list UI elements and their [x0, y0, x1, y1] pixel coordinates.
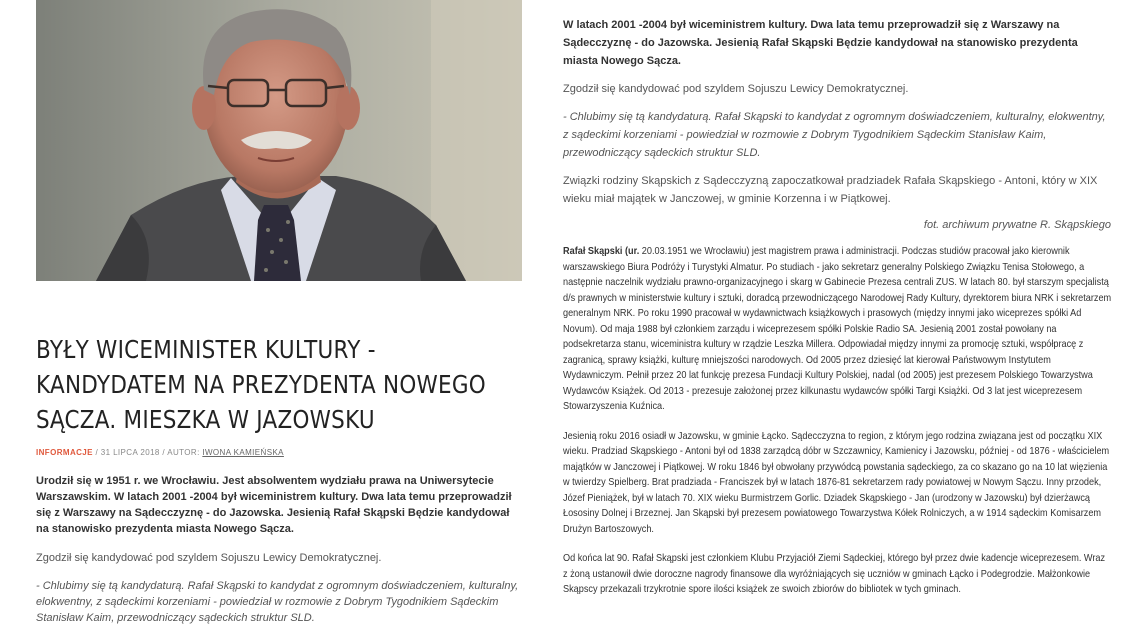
right-paragraph-1: Zgodził się kandydować pod szyldem Sojuszu Lewicy Demokratycznej. [563, 83, 909, 95]
bio-paragraph [563, 244, 1111, 415]
meta-separator: / [162, 448, 168, 457]
right-paragraph-family: Związki rodziny Skąpskich z Sądecczyzną zapoczatkował pradziadek Rafała Skąpskiego - Antoni, który w XIX wieku miał majątek w Janczowej, w gminie Korzenna i w Piątkowej. [563, 175, 1098, 205]
article-title: BYŁY WICEMINISTER KULTURY - KANDYDATEM NA PREZYDENTA NOWEGO SĄCZA. MIESZKA W JAZOWSKU [36, 335, 486, 434]
photo-credit: fot. archiwum prywatne R. Skąpskiego [923, 219, 1111, 231]
bio-text: 20.03.1951 we Wrocławiu) jest magistrem prawa i administracji. Podczas studiów pracował jako kierownik warszawskiego Biura Podróży i Turystyki Almatur. Po studiach - jako sekretarz generalny Polskiego Związku Tenisa Stołowego, a następnie naczelnik wydziału prawno-organizacyjnego i skarg w Gabinecie Prezesa centrali ZUS. W latach 80. był starszym specjalistą d/s prawnych w ministerstwie kultury i sztuki, doradcą przewodniczącego Narodowej Rady Kultury, dyrektorem biura NRK i sekretarzem generalnym NRK. Po roku 1990 pracował w wydawnictwach książkowych i prasowych (między innymi jako wiceprezes spółki Ad Novum). Od maja 1988 był członkiem zarządu i wiceprezesem spółki Polskie Radio SA. Jesienią 2001 został powołany na podsekretarza stanu, wiceministra kultury w rządzie Leszka Millera. Odpowiadał między innymi za promocję sztuki, współpracę z zagranicą, sprawy książki, kulturę mniejszości narodowych. Od 2005 przez dziesięć lat kierował Państwowym Instytutem Wydawniczym. Pełnił przez 20 lat funkcję prezesa Fundacji Kultury Polskiej, nadal (od 2005) jest prezesem Polskiego Towarzystwa Wydawców Książek. Od 2013 - prezesuje założonej przez kilkunastu wydawców spółki Targi Książki. Od 3 lat jest wiceprezesem Stowarzyszenia Kuźnica. [563, 246, 1112, 412]
article-meta [36, 448, 522, 457]
author-prefix: AUTOR: [167, 448, 200, 457]
meta-separator: / [95, 448, 101, 457]
bio-paragraph-club: Od końca lat 90. Rafał Skąpski jest członkiem Klubu Przyjaciół Ziemi Sądeckiej, którego był przez dwie kadencje wiceprezesem. Wraz z żoną ustanowił dwie doroczne nagrody finansowe dla wyróżniających się uczniów w gminach Łącko i Podegrodzie. Małżonkowie Skąpscy przekazali trzykrotnie spore ilości książek ze swoich zbiorów do bibliotek w tych gminach. [563, 553, 1106, 595]
biography-block [563, 244, 1111, 598]
category-link[interactable]: INFORMACJE [36, 448, 93, 457]
author-link[interactable]: IWONA KAMIEŃSKA [202, 448, 284, 457]
bio-paragraph-family: Jesienią roku 2016 osiadł w Jazowsku, w gminie Łącko. Sądecczyzna to region, z którym jego rodzina związana jest od początku XIX wieku. Pradziad Skąpskiego - Antoni był od 1838 zarządcą dóbr w Szczawnicy, Kamienicy i Jazowsku, później - od 1876 - właścicielem majątków w Janczowej i Piątkowej. W roku 1846 był obwołany przywódcą powstania sądeckiego, za co skazano go na 10 lat więzienia w twierdzy Spielberg. Brat pradziada - Franciszek był w latach 1876-81 sekretarzem rady powiatowej w Nowym Sączu. Inny przodek, Józef Pieniążek, był w latach 70. XIX wieku Burmistrzem Gorlic. Dziadek Skąpskiego - Jan (urodzony w Jazowsku) był dzierżawcą Łososiny Dolnej i Brzeznej. Jan Skąpski był prezesem powiatowego Towarzystwa Kółek Rolniczych, a w 1914 sądeckim Komisarzem Drużyn Bartoszowych. [563, 430, 1110, 535]
left-column [36, 0, 522, 626]
right-quote: - Chlubimy się tą kandydaturą. Rafał Skąpski to kandydat z ogromnym doświadczeniem, kulturalny, elokwentny, z sądeckimi korzeniami - powiedział w rozmowie z Dobrym Tygodnikiem Sądeckim Stanisław Kaim, przewodniczący sądeckich struktur SLD. [563, 111, 1106, 159]
lead-quote: - Chlubimy się tą kandydaturą. Rafał Skąpski to kandydat z ogromnym doświadczeniem, kulturalny, elokwentny, z sądeckimi korzeniami - powiedział w rozmowie z Dobrym Tygodnikiem Sądeckim Stanisław Kaim, przewodniczący sądeckich struktur SLD. [36, 580, 519, 624]
lead-paragraph-1: Zgodził się kandydować pod szyldem Sojuszu Lewicy Demokratycznej. [36, 552, 382, 564]
portrait-photo [36, 0, 522, 281]
article-date: 31 LIPCA 2018 [100, 448, 160, 457]
portrait-illustration [36, 0, 522, 281]
bio-name: Rafał Skąpski (ur. [563, 246, 640, 257]
right-column [563, 16, 1111, 612]
right-intro: W latach 2001 -2004 był wiceministrem kultury. Dwa lata temu przeprowadził się z Warszawy na Sądecczyznę - do Jazowska. Jesienią Rafał Skąpski Będzie kandydował na stanowisko prezydenta miasta Nowego Sącza. [563, 19, 1078, 67]
lead-intro: Urodził się w 1951 r. we Wrocławiu. Jest absolwentem wydziału prawa na Uniwersytecie Warszawskim. W latach 2001 -2004 był wiceministrem kultury. Dwa lata temu przeprowadził się z Warszawy na Sądecczyznę - do Jazowska. Jesienią Rafał Skąpski Będzie kandydował na stanowisko prezydenta miasta Nowego Sącza. [36, 475, 512, 535]
